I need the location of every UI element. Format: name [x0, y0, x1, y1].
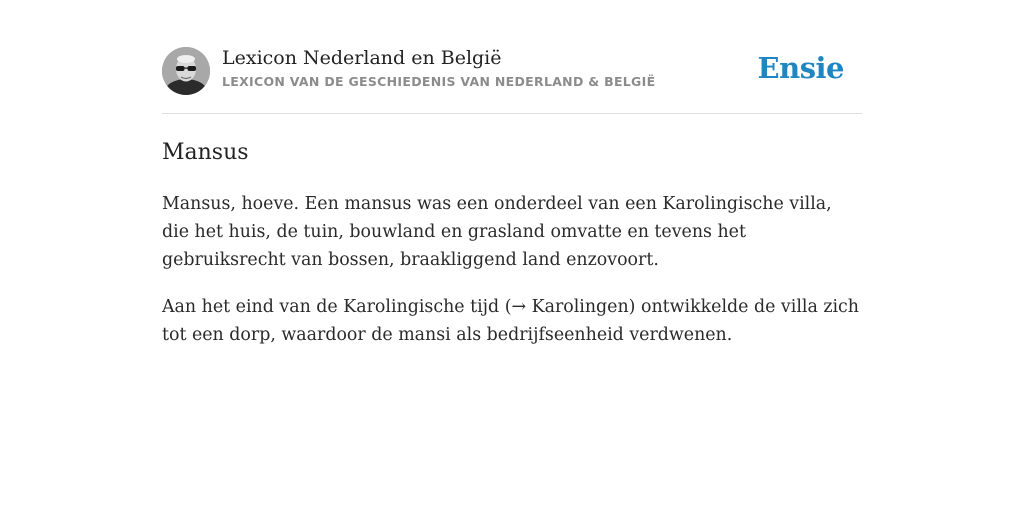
- site-title[interactable]: Lexicon Nederland en België: [222, 47, 502, 69]
- site-subtitle: LEXICON VAN DE GESCHIEDENIS VAN NEDERLAND & BELGIË: [222, 74, 656, 89]
- header-text: [222, 46, 655, 89]
- article-paragraph-2: Aan het eind van de Karolingische tijd (→ Karolingen) ontwikkelde de villa zich tot een dorp, waardoor de mansi als bedrijfseenheid verdwenen.: [162, 297, 860, 345]
- article-title: Mansus: [162, 140, 249, 165]
- author-portrait-icon: [162, 47, 210, 95]
- site-header: [162, 0, 862, 114]
- ensie-logo-link[interactable]: Ensie: [757, 51, 844, 85]
- author-avatar[interactable]: [162, 47, 210, 95]
- page-container: [162, 0, 862, 349]
- article-paragraph-1: Mansus, hoeve. Een mansus was een onderdeel van een Karolingische villa, die het huis, de tuin, bouwland en grasland omvatte en tevens het gebruiksrecht van bossen, braakliggend land enzovoort.: [162, 194, 832, 270]
